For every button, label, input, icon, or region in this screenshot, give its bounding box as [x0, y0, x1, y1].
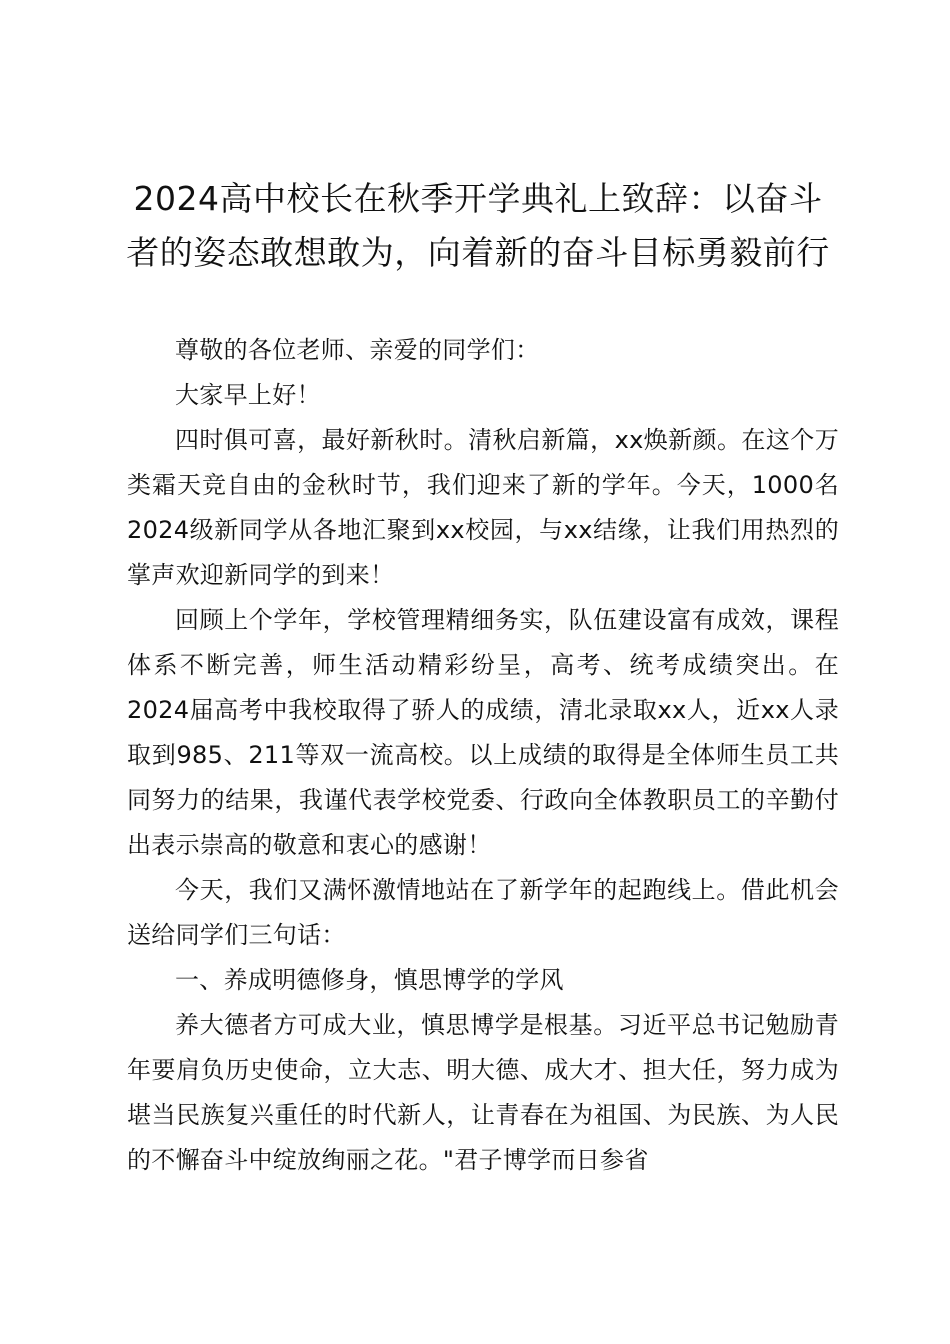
paragraph-intro: 今天，我们又满怀激情地站在了新学年的起跑线上。借此机会送给同学们三句话：	[127, 876, 839, 949]
document-body	[127, 328, 839, 1183]
greeting: 大家早上好！	[175, 381, 321, 409]
paragraph-welcome: 四时俱可喜，最好新秋时。清秋启新篇，xx焕新颜。在这个万类霜天竞自由的金秋时节，我们迎来了新的学年。今天，1000名2024级新同学从各地汇聚到xx校园，与xx结缘，让我们用热烈的掌声欢迎新同学的到来！	[127, 426, 839, 589]
section-heading-1: 一、养成明德修身，慎思博学的学风	[175, 966, 564, 994]
paragraph-section-1: 养大德者方可成大业，慎思博学是根基。习近平总书记勉励青年要肩负历史使命，立大志、明大德、成大才、担大任，努力成为堪当民族复兴重任的时代新人，让青春在为祖国、为民族、为人民的不懈奋斗中绽放绚丽之花。"君子博学而日参省	[127, 1011, 839, 1174]
salutation: 尊敬的各位老师、亲爱的同学们：	[175, 336, 540, 364]
document-title: 2024高中校长在秋季开学典礼上致辞：以奋斗者的姿态敢想敢为，向着新的奋斗目标勇毅前行	[126, 179, 830, 272]
paragraph-review: 回顾上个学年，学校管理精细务实，队伍建设富有成效，课程体系不断完善，师生活动精彩纷呈，高考、统考成绩突出。在2024届高考中我校取得了骄人的成绩，清北录取xx人，近xx人录取到985、211等双一流高校。以上成绩的取得是全体师生员工共同努力的结果，我谨代表学校党委、行政向全体教职员工的辛勤付出表示崇高的敬意和衷心的感谢！	[127, 606, 839, 859]
